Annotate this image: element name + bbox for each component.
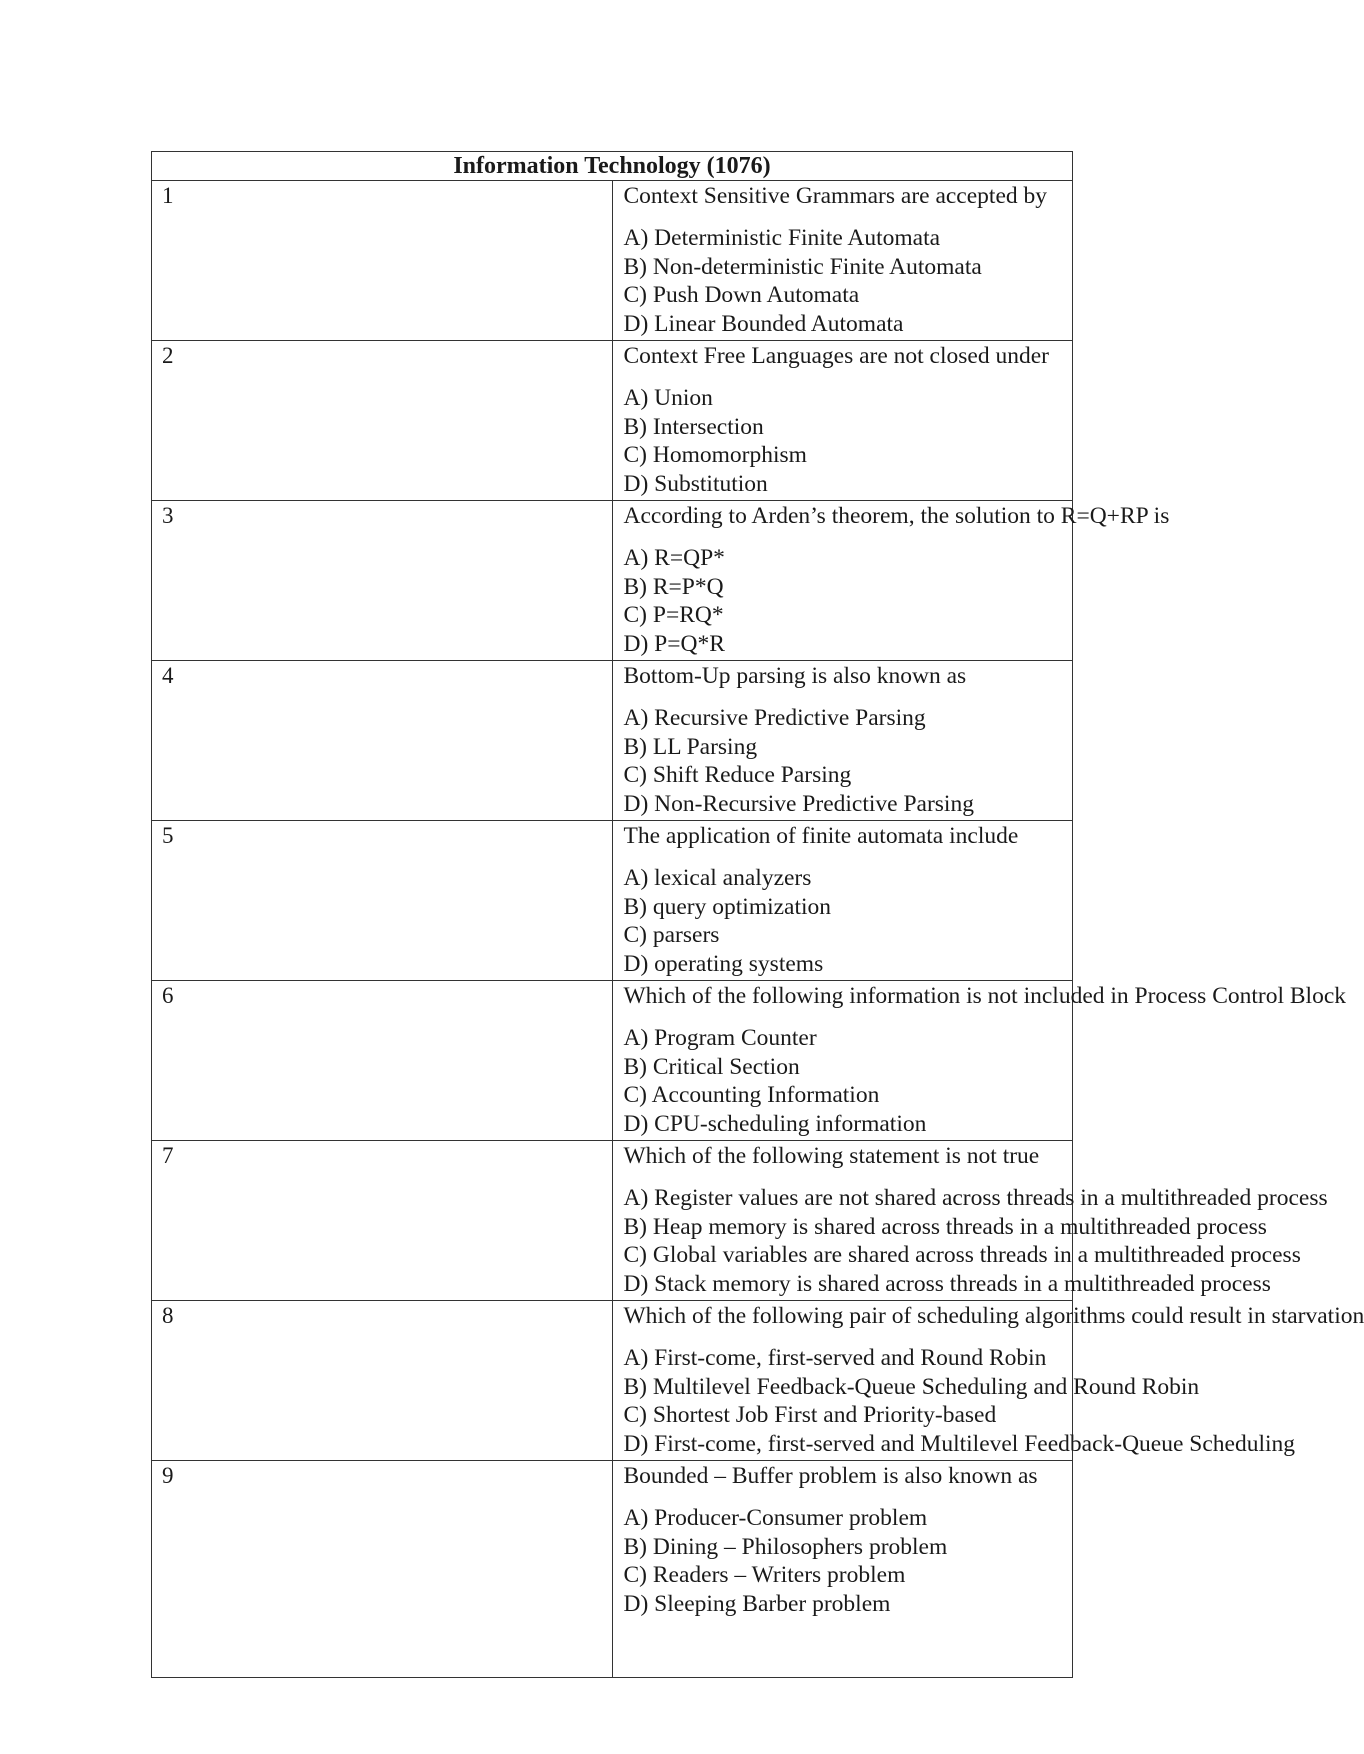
question-text: Bounded – Buffer problem is also known as	[623, 1463, 1038, 1489]
question-row	[152, 821, 1073, 981]
option-list	[624, 864, 1073, 978]
question-table	[151, 151, 1364, 1678]
question-body	[612, 661, 1073, 821]
option-list	[624, 384, 1073, 498]
option-d: D) Linear Bounded Automata	[623, 310, 904, 337]
option-a: A) R=QP*	[623, 545, 725, 571]
option-c: C) Global variables are shared across threads in a multithreaded process	[623, 1242, 1301, 1269]
option-list	[623, 1344, 1296, 1458]
option-b: B) LL Parsing	[623, 733, 758, 760]
option-a: A) lexical analyzers	[623, 865, 812, 891]
option-c: C) Shift Reduce Parsing	[623, 762, 852, 789]
option-c: C) Shortest Job First and Priority-based	[623, 1402, 997, 1429]
option-b: B) query optimization	[623, 893, 832, 920]
option-b: B) Critical Section	[623, 1053, 800, 1080]
option-a: A) Producer-Consumer problem	[623, 1505, 928, 1531]
question-row	[152, 341, 1073, 501]
option-b: B) R=P*Q	[623, 573, 724, 600]
question-number: 5	[152, 821, 613, 981]
question-row	[152, 661, 1073, 821]
option-a: A) Program Counter	[623, 1025, 817, 1051]
question-body	[612, 181, 1073, 341]
question-text: The application of finite automata include	[623, 823, 1019, 849]
question-number: 4	[152, 661, 613, 821]
option-d: D) operating systems	[623, 950, 824, 977]
question-body	[612, 1141, 1328, 1301]
option-list	[624, 704, 1073, 818]
question-body	[612, 1461, 1073, 1678]
question-text: Context Free Languages are not closed under	[623, 343, 1049, 369]
question-number: 6	[152, 981, 613, 1141]
question-text: Bottom-Up parsing is also known as	[623, 663, 967, 689]
question-row	[152, 1301, 1073, 1461]
option-c: C) Push Down Automata	[623, 282, 860, 309]
question-number: 7	[152, 1141, 613, 1301]
question-text: Which of the following pair of scheduling algorithms could result in starvation	[623, 1303, 1364, 1329]
question-text: Context Sensitive Grammars are accepted by	[623, 183, 1048, 209]
option-d: D) Non-Recursive Predictive Parsing	[623, 790, 974, 817]
option-b: B) Intersection	[623, 413, 764, 440]
option-d: D) First-come, first-served and Multilevel Feedback-Queue Scheduling	[623, 1430, 1296, 1457]
option-list	[623, 1184, 1328, 1298]
option-b: B) Dining – Philosophers problem	[623, 1533, 948, 1560]
option-a: A) Union	[623, 385, 713, 411]
question-body	[612, 1301, 1364, 1461]
question-number: 9	[152, 1461, 613, 1678]
question-row	[152, 1461, 1073, 1678]
question-row	[152, 501, 1073, 661]
question-row	[152, 181, 1073, 341]
question-row	[152, 981, 1073, 1141]
question-number: 8	[152, 1301, 613, 1461]
question-text: According to Arden’s theorem, the solution to R=Q+RP is	[623, 503, 1170, 529]
option-b: B) Heap memory is shared across threads in a multithreaded process	[623, 1213, 1267, 1240]
question-row	[152, 1141, 1073, 1301]
question-body	[612, 341, 1073, 501]
option-a: A) Deterministic Finite Automata	[623, 225, 941, 251]
document-title: Information Technology (1076)	[152, 152, 1073, 181]
question-number: 1	[152, 181, 613, 341]
option-a: A) Recursive Predictive Parsing	[623, 705, 926, 731]
option-list	[624, 1504, 1073, 1618]
option-b: B) Multilevel Feedback-Queue Scheduling and Round Robin	[623, 1373, 1200, 1400]
option-list	[624, 544, 1073, 658]
question-table-body	[152, 152, 1364, 1678]
question-body	[612, 821, 1073, 981]
option-c: C) P=RQ*	[623, 602, 724, 629]
option-b: B) Non-deterministic Finite Automata	[623, 253, 982, 280]
question-body	[612, 501, 1170, 661]
option-d: D) Stack memory is shared across threads in a multithreaded process	[623, 1270, 1271, 1297]
option-d: D) P=Q*R	[623, 630, 725, 657]
option-d: D) CPU-scheduling information	[623, 1110, 927, 1137]
option-c: C) Homomorphism	[623, 442, 807, 469]
option-a: A) Register values are not shared across threads in a multithreaded process	[623, 1185, 1328, 1211]
option-c: C) Accounting Information	[623, 1082, 880, 1109]
option-c: C) Readers – Writers problem	[623, 1562, 906, 1589]
option-a: A) First-come, first-served and Round Robin	[623, 1345, 1047, 1371]
question-text: Which of the following information is not included in Process Control Block	[623, 983, 1347, 1009]
question-number: 2	[152, 341, 613, 501]
option-d: D) Substitution	[623, 470, 768, 497]
option-d: D) Sleeping Barber problem	[623, 1590, 891, 1617]
question-number: 3	[152, 501, 613, 661]
title-row	[152, 152, 1073, 181]
option-list	[624, 224, 1073, 338]
question-body	[612, 981, 1347, 1141]
option-list	[624, 1024, 1073, 1138]
question-text: Which of the following statement is not true	[623, 1143, 1040, 1169]
option-c: C) parsers	[623, 922, 720, 949]
